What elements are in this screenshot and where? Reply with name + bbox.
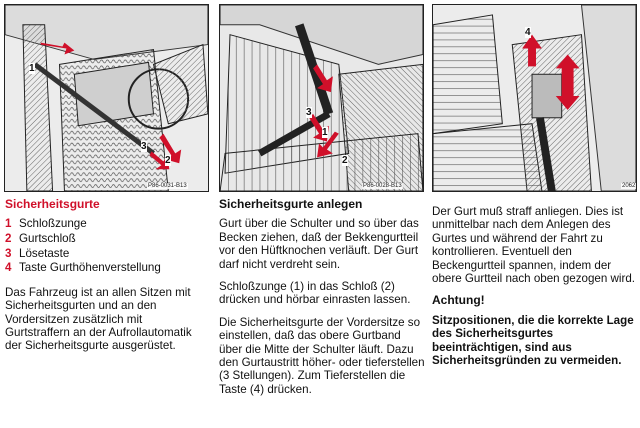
paragraph: Die Sicherheitsgurte der Vordersitze so einstellen, daß das obere Gurtband über die Mitte der Schulter läuft. Dazu den Gurtaustritt höher- oder tieferstellen (3 Stellungen). Zum Tieferstellen die Taste (4) drücken. (219, 315, 425, 396)
seat-belt-buckle-drawing (220, 5, 423, 191)
figure-1-illustration (4, 4, 209, 192)
legend-item (5, 217, 210, 232)
legend-label: Taste Gurthöhenverstellung (19, 261, 161, 275)
legend-item (5, 232, 210, 247)
section-title: Sicherheitsgurte (5, 197, 100, 211)
figure-2-illustration (219, 4, 424, 192)
figure-code: 2062 (622, 183, 636, 189)
legend-label: Schloßzunge (19, 217, 87, 231)
column-1 (5, 198, 210, 362)
seat-belt-door-pillar-drawing (5, 5, 208, 191)
figure-code: P86-0028-B13 (363, 183, 402, 189)
callout-label: 3 (306, 107, 312, 118)
paragraph: Der Gurt muß straff anliegen. Dies ist unmittelbar nach dem Anlegen des Gurtes und während der Fahrt zu kontrollieren. Eventuell den Beckengurtteil spannen, indem der obere Gurtteil nach oben gezogen wird. (432, 205, 636, 286)
callout-label: 1 (29, 63, 35, 74)
belt-height-adjuster-drawing (433, 5, 636, 191)
callout-label: 4 (525, 27, 531, 38)
legend-number: 1 (5, 217, 12, 231)
legend-item (5, 261, 210, 276)
intro-paragraph: Das Fahrzeug ist an allen Sitzen mit Sicherheitsgurten und an den Vordersitzen zusätzlich mit Gurtstraffern an der Aufrollautomatik der Sicherheitsgurte ausgerüstet. (5, 285, 192, 353)
callout-label: 3 (141, 141, 147, 152)
legend-number: 2 (5, 232, 12, 245)
callout-label: 2 (342, 155, 348, 166)
legend-label: Gurtschloß (19, 232, 76, 245)
column-2 (219, 198, 425, 405)
legend-item (5, 247, 210, 262)
legend-number: 4 (5, 261, 12, 275)
warning-title: Achtung! (432, 293, 485, 308)
parts-legend (5, 217, 210, 275)
paragraph: Gurt über die Schulter und so über das Becken ziehen, daß der Bekkengurtteil vor den Hüftknochen verläuft. Der Gurt darf nicht verdreht sein. (219, 217, 419, 271)
legend-number: 3 (5, 246, 12, 260)
callout-label: 1 (322, 127, 328, 138)
paragraph: Schloßzunge (1) in das Schloß (2) drücken und hörbar einrasten lassen. (219, 280, 411, 307)
warning-text: Sitzpositionen, die die korrekte Lage des Sicherheitsgurtes beeinträchtigen, sind aus Sicherheitsgründen zu vermeiden. (432, 313, 634, 368)
callout-label: 2 (165, 155, 171, 166)
column-3 (432, 205, 637, 376)
figure-3-illustration (432, 4, 637, 192)
section-title: Sicherheitsgurte anlegen (219, 197, 363, 211)
legend-label: Lösetaste (19, 246, 70, 260)
figure-code: P86-0031-B13 (148, 183, 187, 189)
